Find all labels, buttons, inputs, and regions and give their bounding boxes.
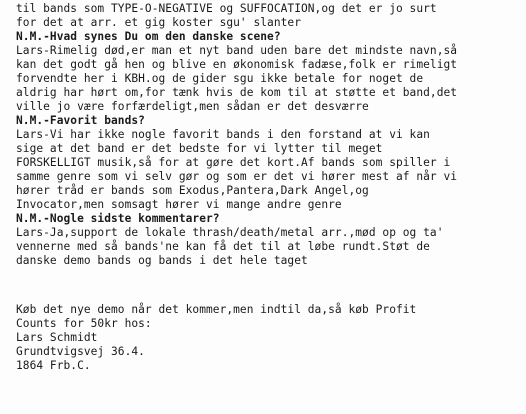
- interview-line: Invocator,men somsagt hører vi mange andre genre: [16, 198, 342, 211]
- interview-line: sige at det band er det bedste for vi lytter til meget: [16, 142, 383, 155]
- interview-line: samme genre som vi selv gør og som er det vi hører mest af når vi: [16, 170, 458, 183]
- interview-line: hører tråd er bands som Exodus,Pantera,Dark Angel,og: [16, 184, 369, 197]
- interview-line: forvendte her i KBH.og de gider sgu ikke betale for noget de: [16, 72, 424, 85]
- interview-line: for det at arr. et gig koster sgu' slanter: [16, 16, 301, 29]
- footer-line: Grundtvigsvej 36.4.: [16, 345, 145, 358]
- interview-line: Lars-Rimelig død,er man et nyt band uden bare det mindste navn,så: [16, 44, 458, 57]
- interview-line: til bands som TYPE-O-NEGATIVE og SUFFOCATION,og det er jo surt: [16, 2, 437, 15]
- footer-line: Counts for 50kr hos:: [16, 317, 152, 330]
- footer-line: 1864 Frb.C.: [16, 359, 91, 372]
- interview-line: aldrig har hørt om,for tænk hvis de kom til at støtte et band,det: [16, 86, 458, 99]
- interview-question: N.M.-Nogle sidste kommentarer?: [16, 212, 220, 225]
- interview-question: N.M.-Hvad synes Du om den danske scene?: [16, 30, 281, 43]
- footer-line: Lars Schmidt: [16, 331, 98, 344]
- footer-line: Køb det nye demo når det kommer,men indtil da,så køb Profit: [16, 303, 417, 316]
- interview-line: Lars-Vi har ikke nogle favorit bands i den forstand at vi kan: [16, 128, 430, 141]
- interview-line: vennerne med så bands'ne kan få det til at løbe rundt.Støt de: [16, 240, 430, 253]
- interview-line: kan det godt gå hen og blive en økonomisk fadæse,folk er rimeligt: [16, 58, 458, 71]
- interview-line: ville jo være forfærdeligt,men sådan er det desværre: [16, 100, 369, 113]
- interview-line: Lars-Ja,support de lokale thrash/death/metal arr.,mød op og ta': [16, 226, 444, 239]
- interview-line: danske demo bands og bands i det hele taget: [16, 254, 308, 267]
- interview-question: N.M.-Favorit bands?: [16, 114, 145, 127]
- interview-line: FORSKELLIGT musik,så for at gøre det kort.Af bands som spiller i: [16, 156, 451, 169]
